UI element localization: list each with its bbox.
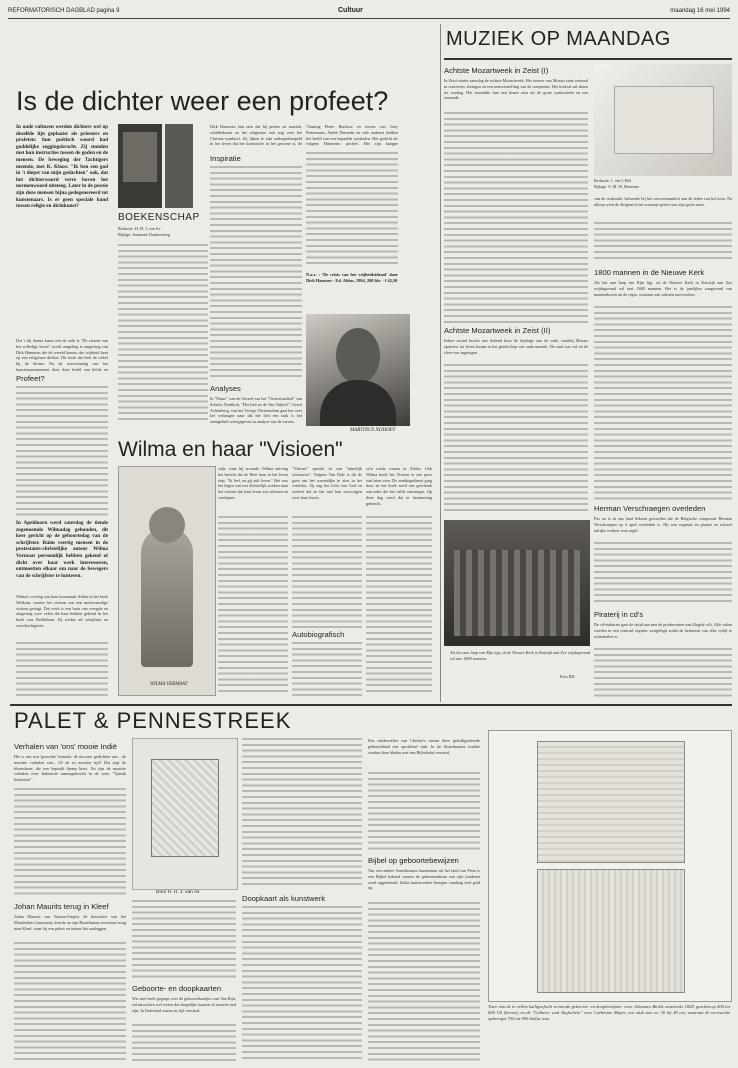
main-col3-text: Vlaming Pieter Buckinx en tevens van Gery Pietermans, André Demedts en vele anderen hebben het beeld van een bepaalde symbolen. Het gedicht als volgens Hanssens: profeet. Het zijn knappe <box>306 124 398 147</box>
column-text <box>594 648 732 698</box>
palet-text-2: Johan Maurits van Nassau-Siegen, de bouwheer van het Mauritshuis (museum), keerde na zijn Braziliaanse avontuur terug naar Kleef, waar hij een paleis en tuinen liet aanleggen. <box>14 914 126 931</box>
main-caption: Redactie: H. H. J. van As Bijlage: Jeannette Donkersteeg <box>118 226 171 237</box>
subhead-piraterij: Piraterij in cd's <box>594 610 644 619</box>
music-caption: Redactie: J. van 't Hul Bijlage: S. M. W. Bezemer <box>594 178 640 189</box>
music-text-4: Als het aan Jaap van Rijn ligt, zit de Nieuwe Kerk in Katwijk aan Zee vrijdagavond vol met 1800 mannen. Het is de jaarlijkse zangavond van mannenkoren uit de regio, waaraan ook solisten meewerken. <box>594 280 732 297</box>
wilma-text-2: wijk, waar hij woonde. Wilma ontving het bericht dat de Heer haar in het leven riep: "Ik leef, en gij zult leven." Het was het begin van een dichterlijk zoeken naar het visioen dat haar leven zou tekenen en verdiepen. <box>218 466 288 500</box>
subhead-profeet: Profeet? <box>16 374 45 383</box>
column-text <box>366 516 432 696</box>
column-text <box>594 542 732 604</box>
wilma-lead: In Apeldoorn werd zaterdag de tiende zogenoemde Wilmadag gehouden, dit keer gericht op de geboortedag van de schrijfster. Ruim veertig mensen in de protestants-christelijke auteur Wilma Vermaat persoonlijk hebben gekend of dicht over haar werk interesseren, ontmoetten elkaar om naar de bewegers van de schrijfster te luisteren. <box>16 520 108 579</box>
main-col1-text: Dat 't bij Sonna kunst een de orde is "De zienste van het volledige leven" wordt omgeling is omgeving van Dirk Hanssens die de wereld kennis des wijsheid kent op een religieuze dichter. Dit boek die heet de cirkel bij de bloem. Na de overwinning van het kunstenaarsmoment door deze beeld van liefde en <box>16 338 108 372</box>
column-text <box>210 166 302 380</box>
column-text <box>14 942 126 1060</box>
issue-date: maandag 16 mei 1994 <box>670 8 730 14</box>
boekenschap-label: BOEKENSCHAP <box>118 212 200 223</box>
subhead-autobiografisch: Autobiografisch <box>292 630 345 639</box>
music-text-2: Iedere avond bracht een bekend koor de bijdrage aan de orde, waarbij Mozart opnieuw tot leven kwam in het gezelschap van oude muziek. De zaal was vol en de sfeer was ingetogen. <box>444 338 588 355</box>
birth-certificate-caption: Twee van de in vellen kalligrafisch versierde geboorte- en doopbewijzen: voor Johannes Bickle omstreeks 1828, geschat op 400 tot 600 US (boven), en de "Geburts- und Taufschein" voor Catherine Mayer, een stuk van ca. 30 bij 40 cm, waarvan de verwachte opbrengst 700 tot 900 dollar was. <box>488 1004 730 1021</box>
page-header <box>8 6 730 19</box>
book-info: N.a.v. : 'De crisis van het vrijheidsideaal' door Dirk Hanssen - Ed. Aldus, 1994, 208 blz. - f 42,50 <box>306 272 398 283</box>
palet-text-4: Eén medewerker van Christie's noemt deze gekalligrafeerde geboorteblad een opvallend stuk. In de Amerikaanse traditie werden deze bladen met een Bijbeltekst versierd. <box>368 738 480 755</box>
column-text <box>132 1024 236 1062</box>
section-name: Cultuur <box>338 7 363 14</box>
subhead-1800-mannen: 1800 mannen in de Nieuwe Kerk <box>594 268 705 277</box>
column-text <box>368 902 480 1062</box>
subhead-verschraegen: Herman Verschraegen overleden <box>594 504 706 513</box>
church-photo-credit: Foto RD <box>560 674 575 679</box>
column-text <box>594 306 732 500</box>
wilma-text-1: Wilma's verslag van haar boomzaak Afrika in het boek Welkom, waarin het visioen van een merkwaardige visioen getuigt. Dat werk is een bron van vreugde en zingeving voor velen die haar hebben gekend in het boek over Bethlehem. Zij werkte als schrijfster en voordrachtgever. <box>16 594 108 628</box>
wilma-photo <box>118 466 216 696</box>
book-cover-image <box>118 124 162 208</box>
subhead-geboorte: Geboorte- en doopkaarten <box>132 984 222 993</box>
column-text <box>16 642 108 698</box>
church-photo <box>444 520 590 646</box>
main-col2-text: Dirk Hanssens laat zien dat bij poëzie en muziek, schilderkunst en het religieuze ook nog over het Christus-symbool. Zij lijken te zijn ondergedompeld in het leven dat het kosmische in het gewone is, de <box>210 124 302 147</box>
subhead-johan-maurits: Johan Maurits terug in Kleef <box>14 902 109 911</box>
palet-title: PALET & PENNESTREEK <box>14 708 292 733</box>
column-text <box>16 386 108 516</box>
subhead-doopkaart: Doopkaart als kunstwerk <box>242 894 326 903</box>
subhead-analyses: Analyses <box>210 384 241 393</box>
wilma-title: Wilma en haar "Visioen" <box>118 438 343 461</box>
analyse-text: In "Pause" van de Gerard van het "Oratoriumlied" van Schulte Nordholt, "Het lied en de Van Nijhoff", Gerrit Achterberg, van het Vroege Christendom gaat het over het verlangen naar dat het lied een taak is het stemgeluid weergegeven in analyse van de verzen. <box>210 396 302 425</box>
main-title: Is de dichter weer een profeet? <box>16 86 389 116</box>
column-text <box>594 222 732 262</box>
column-text <box>292 516 362 628</box>
column-text <box>444 112 588 324</box>
palet-photo-caption: Door H. H. J. van As <box>156 890 200 895</box>
palet-text-3: Wie niet heeft gegrapt over de geboortekaartjes van Van Rijn, zal misschien wel weten dat dergelijke kaarten al eeuwen oud zijn. In Duitsland waren zij rijk versierd. <box>132 996 236 1013</box>
subhead-indie: Verhalen van 'ons' mooie Indië <box>14 742 117 751</box>
main-lead: In oude culturen werden dichters wel op dezelfde lijn geplaatst als priesters en profeten: hun poëtisch woord had goddelijke zeggingskracht. Zij stonden met hun instructies tussen de goden en de mensen. De beweging der Tachtigers meende, met K. Kloos: "Ik ben een god in 't diepst van mijn gedachten" ook, dat het dichterwoord verre boven het normenwoord uitsteeg. Later in de poezie zijn deze mensen bijna gedegenereerd tot kunstenaars. Is er geen speciale band tussen religie en dichtkunst? <box>16 124 108 210</box>
music-title-bar <box>444 26 732 60</box>
column-text <box>218 516 288 696</box>
portrait-photo <box>306 314 410 426</box>
column-text <box>118 244 208 424</box>
palet-illustration <box>132 738 238 890</box>
book-cover-image-2 <box>165 124 193 208</box>
column-text <box>14 788 126 898</box>
portrait-credit: MARTINUS NIJHOFF <box>350 428 396 433</box>
music-text-1: In Zeist startte zaterdag de achtste Mozartweek. Het oeuvre van Mozart staat centraal in concerten, lezingen en een tentoonstelling van de componist. Het festival zal duren tot zondag. Het ensemble laat een keuze zien uit de grote symfonieën en een serenade. <box>444 78 588 101</box>
music-text-5: Pas nu is in ons land bekend geworden dat de Belgische componist Herman Verschraegen op 4 april overleden is. Hij was organist en pianist en schreef talrijke werken voor orgel. <box>594 516 732 533</box>
subhead-mozart-2: Achtste Mozartweek in Zeist (II) <box>444 326 551 335</box>
column-text <box>368 772 480 852</box>
subhead-inspiratie: Inspiratie <box>210 154 241 163</box>
palet-text-5: Van een andere Amerikaanse kunstenaar uit het land van Penn is een Bijbel bekend waarin de geboortedatum van zijn kinderen werd opgetekend. Zulke kunstwerken brengen vandaag veel geld op. <box>368 868 480 891</box>
section-divider <box>10 704 732 706</box>
music-photo <box>594 64 732 176</box>
column-text <box>292 642 362 696</box>
column-text <box>242 738 362 888</box>
music-title: MUZIEK OP MAANDAG <box>446 28 671 50</box>
subhead-mozart-1: Achtste Mozartweek in Zeist (I) <box>444 66 549 75</box>
wilma-text-4: zo'n ronde wonen in Afrika. Ook Wilma heeft het Visioen er een poos van laten zien. De zendingsdienst ging door en het boek werd een geschenk aan ieder die het wilde ontvangen. Op deze dag werd dat in herinnering gebracht. <box>366 466 432 506</box>
birth-certificate-images <box>488 730 732 1002</box>
column-text <box>444 364 588 514</box>
music-text-3: van de oorkonde, behoorde bij het concertmanifest aan de leden van het koor. Na afloop werd de dirigent in het zonnetje gezet voor zijn grote inzet. <box>594 196 732 207</box>
wilma-photo-caption: WILMA VERMAAT <box>150 682 188 687</box>
column-text <box>306 152 398 267</box>
column-text <box>132 900 236 980</box>
subhead-bijbel: Bijbel op geboortebewijzen <box>368 856 459 865</box>
music-text-6: De cd-industrie gaat de strijd aan met de producenten van illegale cd's. Alle stalen worden in een centraal register vastgelegd zodat de herkomst van elke schijf te achterhalen is. <box>594 622 732 639</box>
palet-text-1: Het is een wat 'gezochte' formule: de mooiste gedichten van... de mooiste verhalen van... Of de zo mooiste tijd? Dat zegt de bloemlezer, die een bepaald thema kiest. Nu zijn de mooiste verhalen over Indonesië samengebracht in de serie "Tjamik Indonesia". <box>14 754 126 783</box>
column-text <box>242 906 362 1062</box>
wilma-text-3: "Visioen" spreekt in van "innerlijk schouwen". Volgens Van Dale is dit de gave om het wezenlijke te zien in het verleden. Zij zag het licht van God en schreef dat ze het niet kon verzwijgen voor haar lezers. <box>292 466 362 500</box>
paper-title: REFORMATORISCH DAGBLAD pagina 9 <box>8 8 120 14</box>
church-photo-caption: Als het aan Jaap van Rijn ligt, zit de Nieuwe Kerk in Katwijk aan Zee vrijdagavond vol met 1800 mannen. <box>450 650 590 661</box>
